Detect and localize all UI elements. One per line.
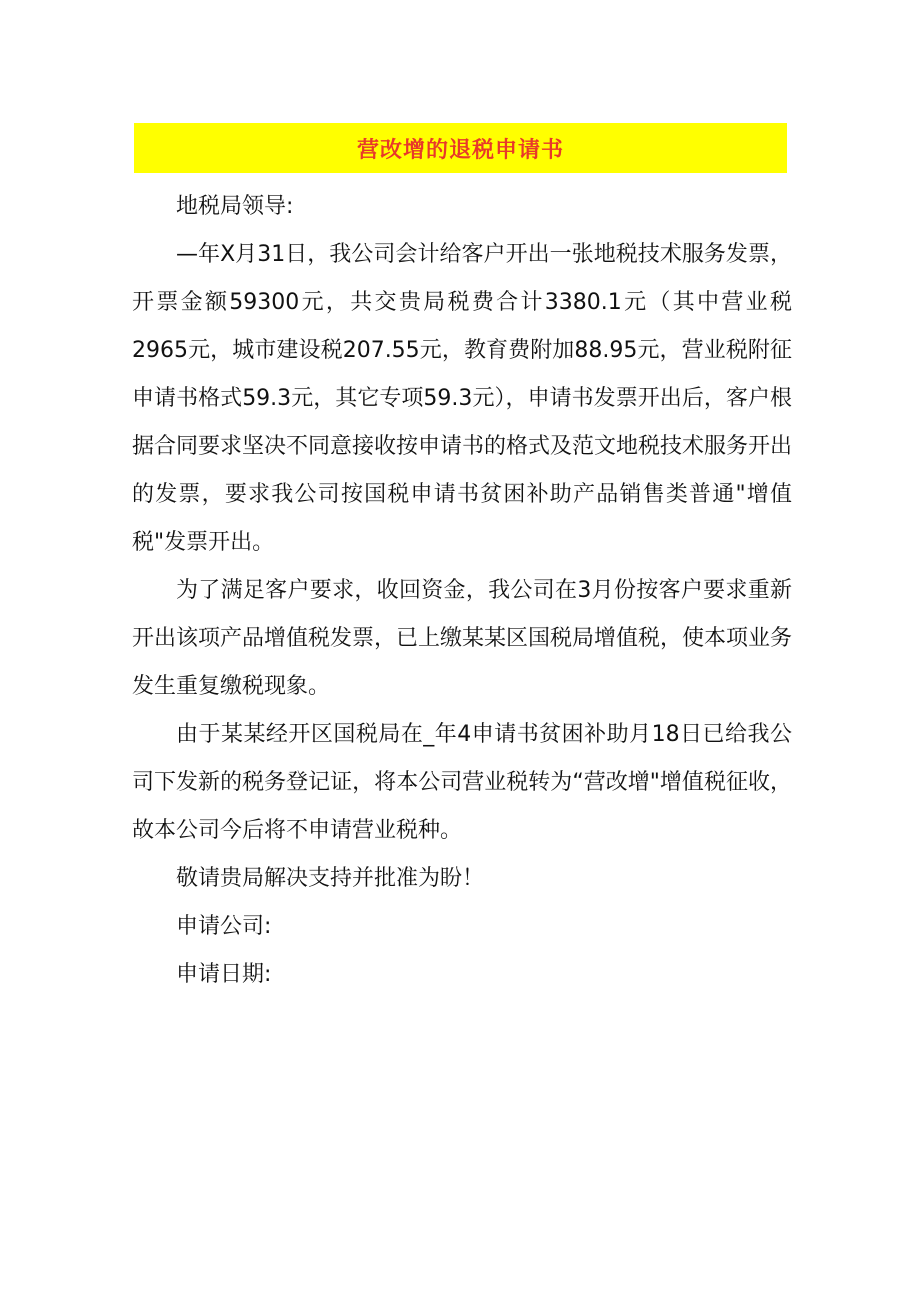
paragraph-request: 敬请贵局解决支持并批准为盼！ <box>176 866 485 891</box>
paragraph-reissue: 为了满足客户要求，收回资金，我公司在3月份按客户要求重新开出该项产品增值税发票，已上缴某某区国税局增值税，使本项业务发生重复缴税现象。 <box>132 578 793 699</box>
letter-body <box>132 183 792 999</box>
paragraph-registration: 由于某某经开区国税局在_年4申请书贫困补助月18日已给我公司下发新的税务登记证，将本公司营业税转为“营改增"增值税征收，故本公司今后将不申请营业税种。 <box>132 722 792 843</box>
salutation: 地税局领导: <box>176 194 294 219</box>
title-banner <box>134 123 787 173</box>
application-date-label: 申请日期: <box>176 962 272 987</box>
applicant-company-label: 申请公司: <box>176 914 272 939</box>
paragraph-invoice-details: —年X月31日，我公司会计给客户开出一张地税技术服务发票，开票金额59300元，共交贵局税费合计3380.1元（其中营业税2965元，城市建设税207.55元，教育费附加88.95元，营业税附征申请书格式59.3元，其它专项59.3元），申请书发票开出后，客户根据合同要求坚决不同意接收按申请书的格式及范文地税技术服务开出的发票，要求我公司按国税申请书贫困补助产品销售类普通"增值税"发票开出。 <box>132 242 793 555</box>
document-title: 营改增的退税申请书 <box>356 137 564 163</box>
